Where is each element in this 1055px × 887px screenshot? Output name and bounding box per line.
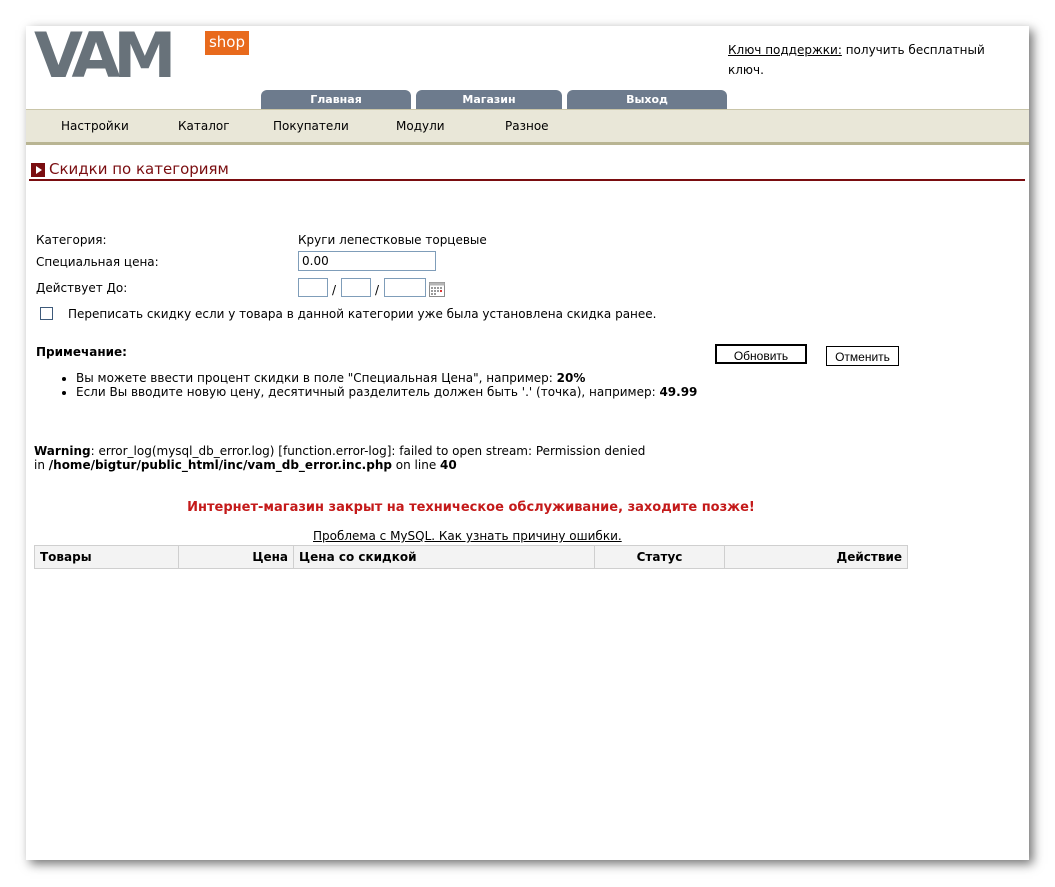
warning-path: /home/bigtur/public_html/inc/vam_db_error.inc.php	[48, 458, 392, 472]
support-key-link[interactable]: Ключ поддержки:	[728, 43, 842, 57]
note-example: 20%	[556, 371, 586, 385]
category-label: Категория:	[36, 233, 107, 247]
tab-shop[interactable]: Магазин	[416, 90, 562, 109]
category-value: Круги лепестковые торцевые	[298, 233, 487, 247]
menu-item-modules[interactable]: Модули	[396, 119, 445, 133]
warning-on-line: on line	[391, 458, 441, 472]
heading-divider	[29, 179, 1025, 181]
year-input[interactable]	[384, 278, 426, 297]
column-products[interactable]: Товары	[35, 546, 179, 569]
warning-in: in	[34, 458, 49, 472]
tab-logout[interactable]: Выход	[567, 90, 727, 109]
logo-shop-badge: shop	[205, 31, 249, 55]
update-button[interactable]: Обновить	[715, 344, 807, 364]
warning-line-number: 40	[440, 458, 457, 472]
mysql-help-link[interactable]: Проблема с MySQL. Как узнать причину ошибки.	[313, 529, 622, 543]
notes-list	[46, 371, 697, 399]
month-input[interactable]	[341, 278, 371, 297]
menu-bar	[26, 109, 1029, 145]
tab-main[interactable]: Главная	[261, 90, 411, 109]
column-action[interactable]: Действие	[725, 546, 908, 569]
maintenance-alert: Интернет-магазин закрыт на техническое обслуживание, заходите позже!	[187, 500, 755, 515]
table-header-row	[35, 546, 908, 569]
logo-letters: VAM	[34, 19, 170, 92]
warning-label: Warning	[34, 444, 91, 458]
column-status[interactable]: Статус	[595, 546, 725, 569]
note-text: Если Вы вводите новую цену, десятичный разделитель должен быть '.' (точка), например:	[76, 385, 660, 399]
heading-arrow-icon	[31, 163, 45, 177]
calendar-icon[interactable]	[429, 282, 445, 297]
warning-message: : error_log(mysql_db_error.log) [function.error-log]: failed to open stream: Permission denied	[90, 444, 646, 458]
note-label: Примечание:	[36, 345, 127, 359]
page-container	[26, 19, 1029, 860]
menu-item-catalog[interactable]: Каталог	[178, 119, 230, 133]
column-price[interactable]: Цена	[179, 546, 294, 569]
vam-logo[interactable]	[26, 19, 256, 92]
special-price-input[interactable]: 0.00	[298, 251, 436, 271]
note-example: 49.99	[659, 385, 698, 399]
support-key-notice	[728, 40, 1018, 80]
menu-item-customers[interactable]: Покупатели	[273, 119, 349, 133]
overwrite-discount-checkbox[interactable]	[40, 307, 53, 320]
support-key-text: получить бесплатный ключ.	[728, 43, 985, 77]
note-item	[76, 371, 697, 385]
day-input[interactable]	[298, 278, 328, 297]
cancel-button[interactable]: Отменить	[826, 346, 899, 366]
date-separator: /	[375, 283, 380, 297]
menu-item-misc[interactable]: Разное	[505, 119, 549, 133]
php-warning	[34, 444, 645, 472]
menu-item-settings[interactable]: Настройки	[61, 119, 129, 133]
discount-table	[34, 545, 908, 569]
valid-until-label: Действует До:	[36, 281, 128, 295]
page-title: Скидки по категориям	[49, 160, 229, 178]
date-separator: /	[332, 283, 337, 297]
note-item	[76, 385, 697, 399]
special-price-label: Специальная цена:	[36, 255, 159, 269]
overwrite-discount-label: Переписать скидку если у товара в данной категории уже была установлена скидка ранее.	[68, 307, 657, 321]
note-text: Вы можете ввести процент скидки в поле "Специальная Цена", например:	[76, 371, 557, 385]
column-discount-price[interactable]: Цена со скидкой	[294, 546, 595, 569]
